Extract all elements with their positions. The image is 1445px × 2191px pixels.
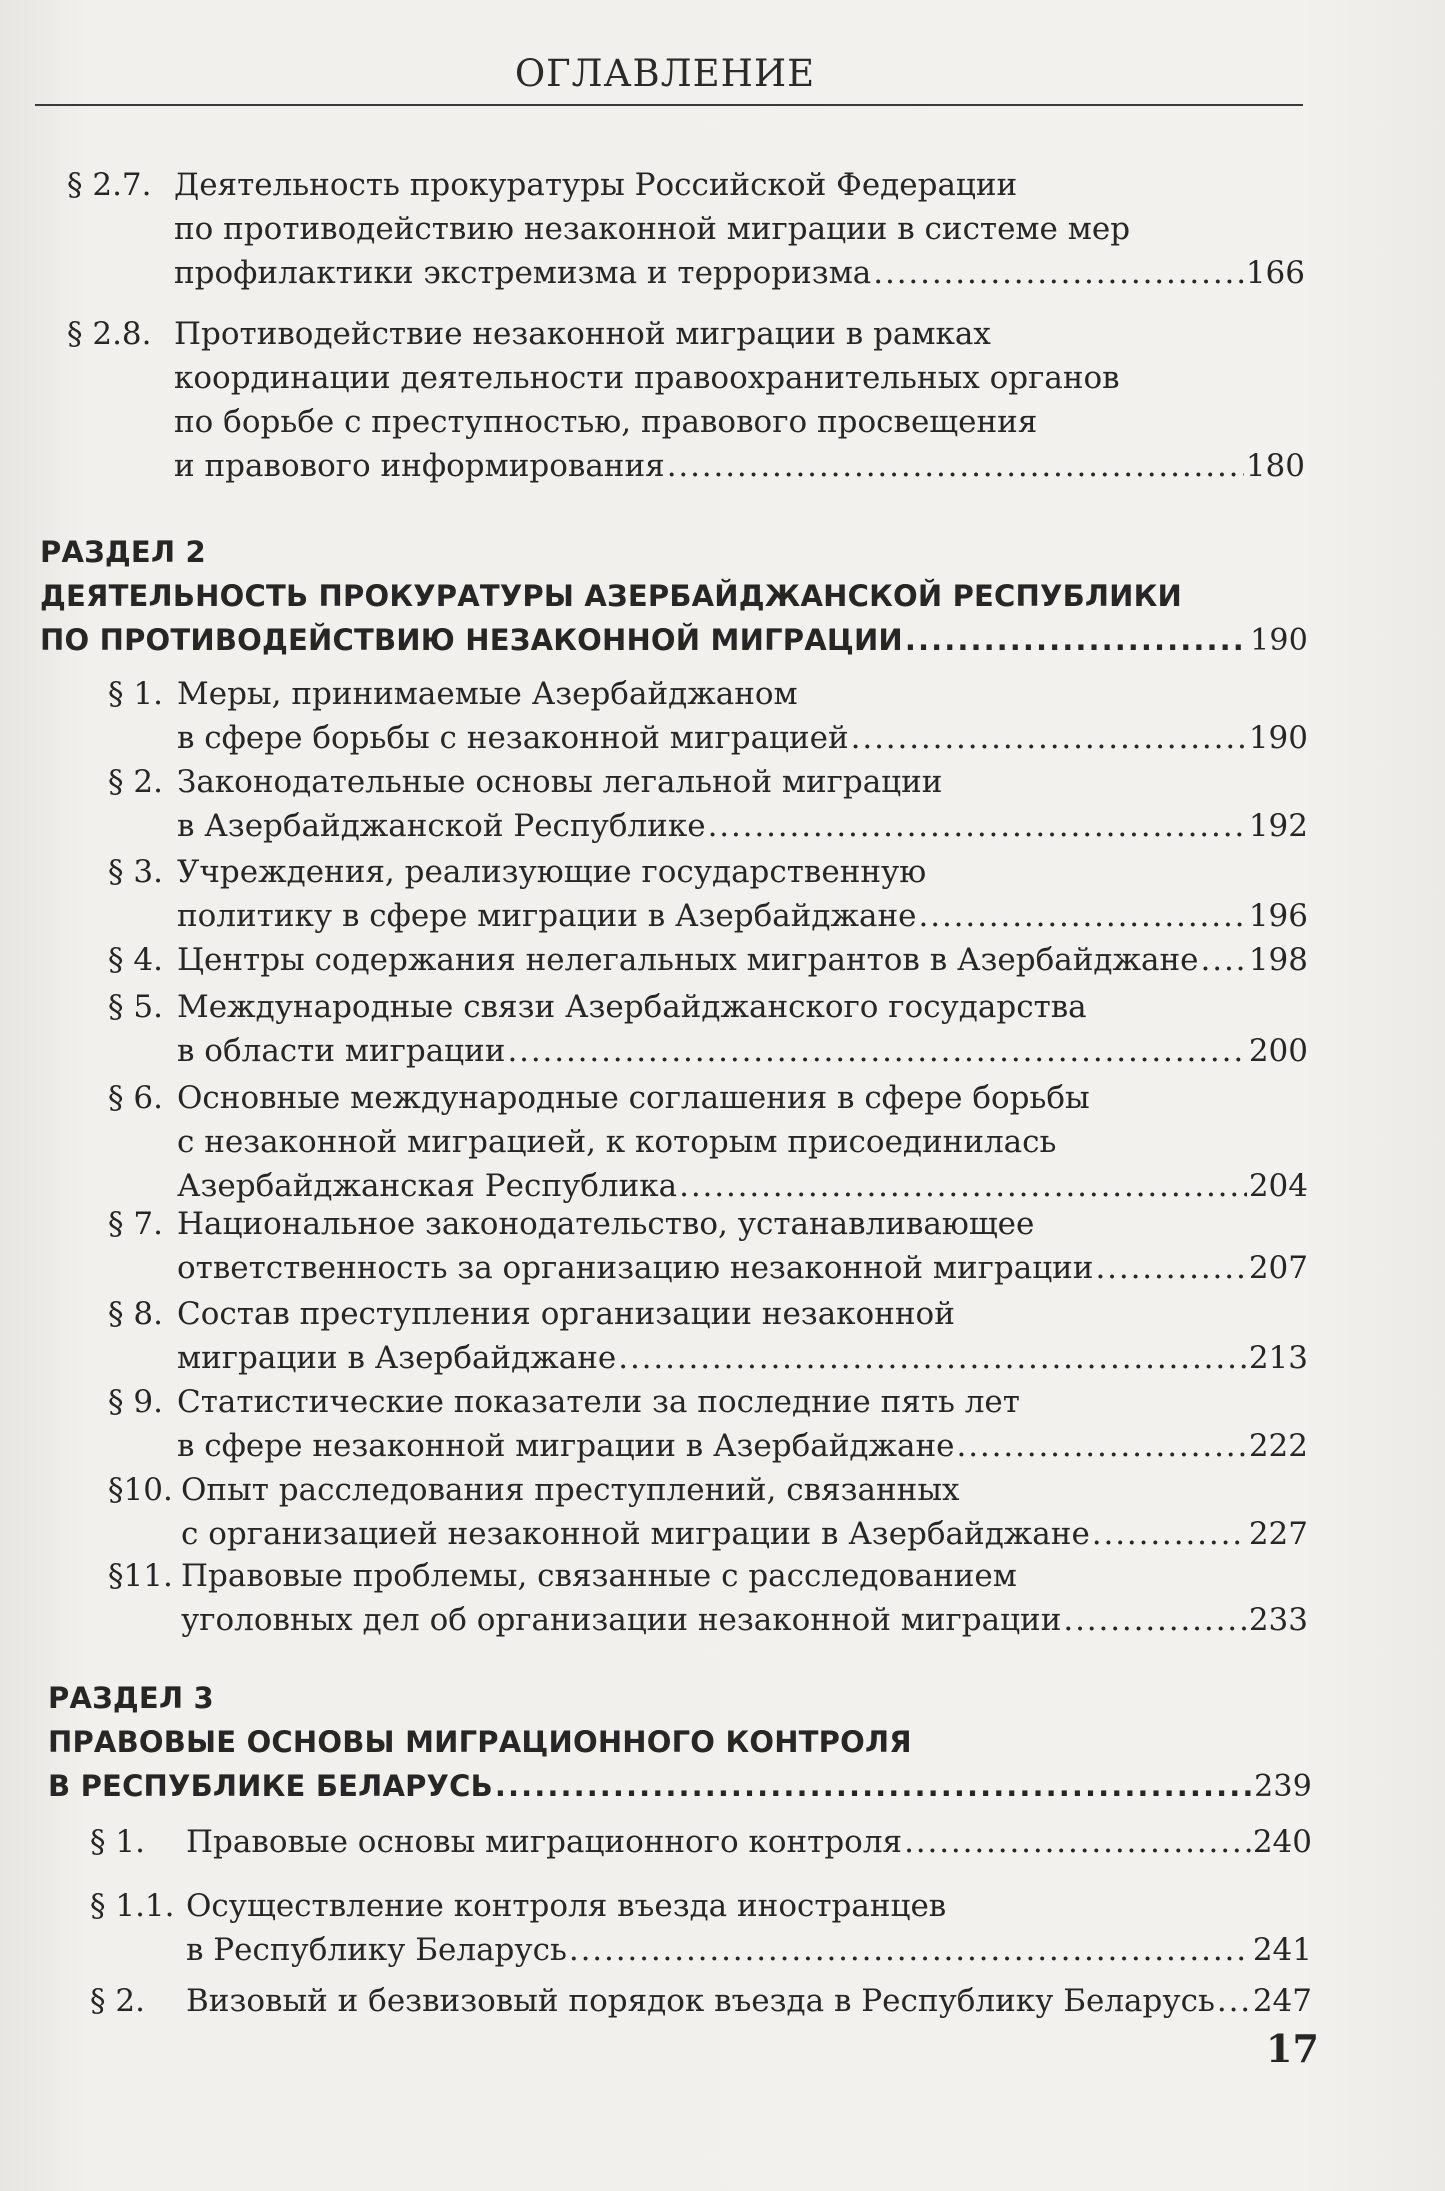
entry-line: уголовных дел об организации незаконной миграции [181, 1602, 1062, 1638]
page-ref: 198 [1248, 942, 1308, 978]
leader-dots [1095, 1246, 1246, 1290]
entry-line: Опыт расследования преступлений, связанных [181, 1472, 960, 1508]
entry-number: § 1.1. [90, 1888, 175, 1924]
entry-line: и правового информирования [174, 448, 665, 484]
entry-number: § 2.8. [67, 316, 152, 352]
section-line: РАЗДЕЛ 2 [40, 535, 206, 569]
entry-number: § 7. [108, 1206, 163, 1242]
entry-line: ответственность за организацию незаконной миграции [177, 1250, 1094, 1286]
page-ref: 239 [1254, 1769, 1312, 1804]
page-ref: 196 [1248, 898, 1308, 934]
entry-line: Учреждения, реализующие государственную [177, 854, 927, 890]
entry-line: Международные связи Азербайджанского государства [177, 989, 1087, 1025]
entry-line: Правовые проблемы, связанные с расследованием [181, 1558, 1017, 1594]
entry-line: Осуществление контроля въезда иностранцев [186, 1888, 947, 1924]
entry-line: Состав преступления организации незаконной [177, 1296, 955, 1332]
page-ref: 241 [1252, 1932, 1312, 1968]
page-ref: 207 [1248, 1250, 1308, 1286]
section-line: ПРАВОВЫЕ ОСНОВЫ МИГРАЦИОННОГО КОНТРОЛЯ [48, 1725, 912, 1759]
entry-line: Национальное законодательство, устанавливающее [177, 1206, 1035, 1242]
entry-line: профилактики экстремизма и терроризма [174, 255, 872, 291]
entry-line: Деятельность прокуратуры Российской Федерации [174, 167, 1018, 203]
page-ref: 180 [1245, 448, 1305, 484]
entry-number: § 9. [108, 1384, 163, 1420]
entry-line: Центры содержания нелегальных мигрантов в Азербайджане [177, 942, 1199, 978]
page-ref: 166 [1245, 255, 1305, 291]
leader-dots [667, 444, 1244, 488]
entry-line: Правовые основы миграционного контроля [186, 1824, 903, 1860]
page-ref: 192 [1248, 808, 1308, 844]
entry-number: §10. [108, 1472, 173, 1508]
leader-dots [905, 618, 1248, 662]
entry-line: Меры, принимаемые Азербайджаном [177, 676, 798, 712]
entry-line: с незаконной миграцией, к которым присоединилась [177, 1124, 1057, 1160]
entry-line: в Азербайджанской Республике [177, 808, 706, 844]
section-3-heading [48, 1676, 1312, 1809]
leader-dots [708, 804, 1247, 848]
section-line: РАЗДЕЛ 3 [48, 1681, 214, 1715]
leader-dots [873, 251, 1244, 295]
entry-line: Азербайджанская Республика [177, 1168, 678, 1204]
section-line: ДЕЯТЕЛЬНОСТЬ ПРОКУРАТУРЫ АЗЕРБАЙДЖАНСКОЙ РЕСПУБЛИКИ [40, 579, 1183, 613]
entry-number: § 4. [108, 942, 163, 978]
leader-dots [957, 1424, 1247, 1468]
entry-line: в сфере борьбы с незаконной миграцией [177, 720, 849, 756]
leader-dots [618, 1336, 1247, 1380]
entry-line: Противодействие незаконной миграции в рамках [174, 316, 991, 352]
leader-dots [851, 716, 1247, 760]
header-rule [35, 104, 1303, 106]
entry-line: политику в сфере миграции в Азербайджане [177, 898, 917, 934]
page-ref: 233 [1248, 1602, 1308, 1638]
entry-number: §11. [108, 1558, 173, 1594]
leader-dots [1092, 1512, 1247, 1556]
entry-line: Основные международные соглашения в сфере борьбы [177, 1080, 1090, 1116]
page-ref: 190 [1250, 623, 1308, 658]
page-ref: 247 [1252, 1983, 1312, 2019]
entry-number: § 2. [90, 1983, 145, 2019]
page-ref: 222 [1248, 1428, 1308, 1464]
entry-line: в сфере незаконной миграции в Азербайджане [177, 1428, 955, 1464]
entry-line: координации деятельности правоохранительных органов [174, 360, 1120, 396]
entry-number: § 5. [108, 989, 163, 1025]
leader-dots [904, 1820, 1251, 1864]
leader-dots [1217, 1979, 1251, 2023]
page-ref: 190 [1248, 720, 1308, 756]
entry-number: § 6. [108, 1080, 163, 1116]
page-header-title: ОГЛАВЛЕНИЕ [514, 52, 816, 95]
page-ref: 227 [1248, 1516, 1308, 1552]
entry-line: с организацией незаконной миграции в Азербайджане [181, 1516, 1090, 1552]
entry-line: Статистические показатели за последние пять лет [177, 1384, 1020, 1420]
entry-number: § 2.7. [67, 167, 152, 203]
page-ref: 213 [1248, 1340, 1308, 1376]
entry-line: в Республику Беларусь [186, 1932, 567, 1968]
entry-line: в области миграции [177, 1033, 506, 1069]
leader-dots [507, 1029, 1246, 1073]
leader-dots [1063, 1598, 1246, 1642]
entry-line: по борьбе с преступностью, правового просвещения [174, 404, 1038, 440]
entry-line: Визовый и безвизовый порядок въезда в Республику Беларусь [186, 1983, 1215, 2019]
entry-number: § 1. [90, 1824, 145, 1860]
leader-dots [919, 894, 1247, 938]
section-2-heading [40, 530, 1308, 663]
entry-number: § 3. [108, 854, 163, 890]
page-ref: 200 [1248, 1033, 1308, 1069]
leader-dots [495, 1764, 1252, 1808]
page-ref: 240 [1252, 1824, 1312, 1860]
leader-dots [1201, 938, 1247, 982]
entry-number: § 8. [108, 1296, 163, 1332]
entry-line: по противодействию незаконной миграции в системе мер [174, 211, 1131, 247]
entry-line: миграции в Азербайджане [177, 1340, 617, 1376]
page-ref: 204 [1248, 1168, 1308, 1204]
entry-number: § 1. [108, 676, 163, 712]
section-line: ПО ПРОТИВОДЕЙСТВИЮ НЕЗАКОННОЙ МИГРАЦИИ [40, 623, 903, 657]
entry-number: § 2. [108, 764, 163, 800]
page-number: 17 [1266, 2026, 1319, 2071]
entry-line: Законодательные основы легальной миграции [177, 764, 943, 800]
section-line: В РЕСПУБЛИКЕ БЕЛАРУСЬ [48, 1769, 493, 1803]
leader-dots [569, 1928, 1251, 1972]
